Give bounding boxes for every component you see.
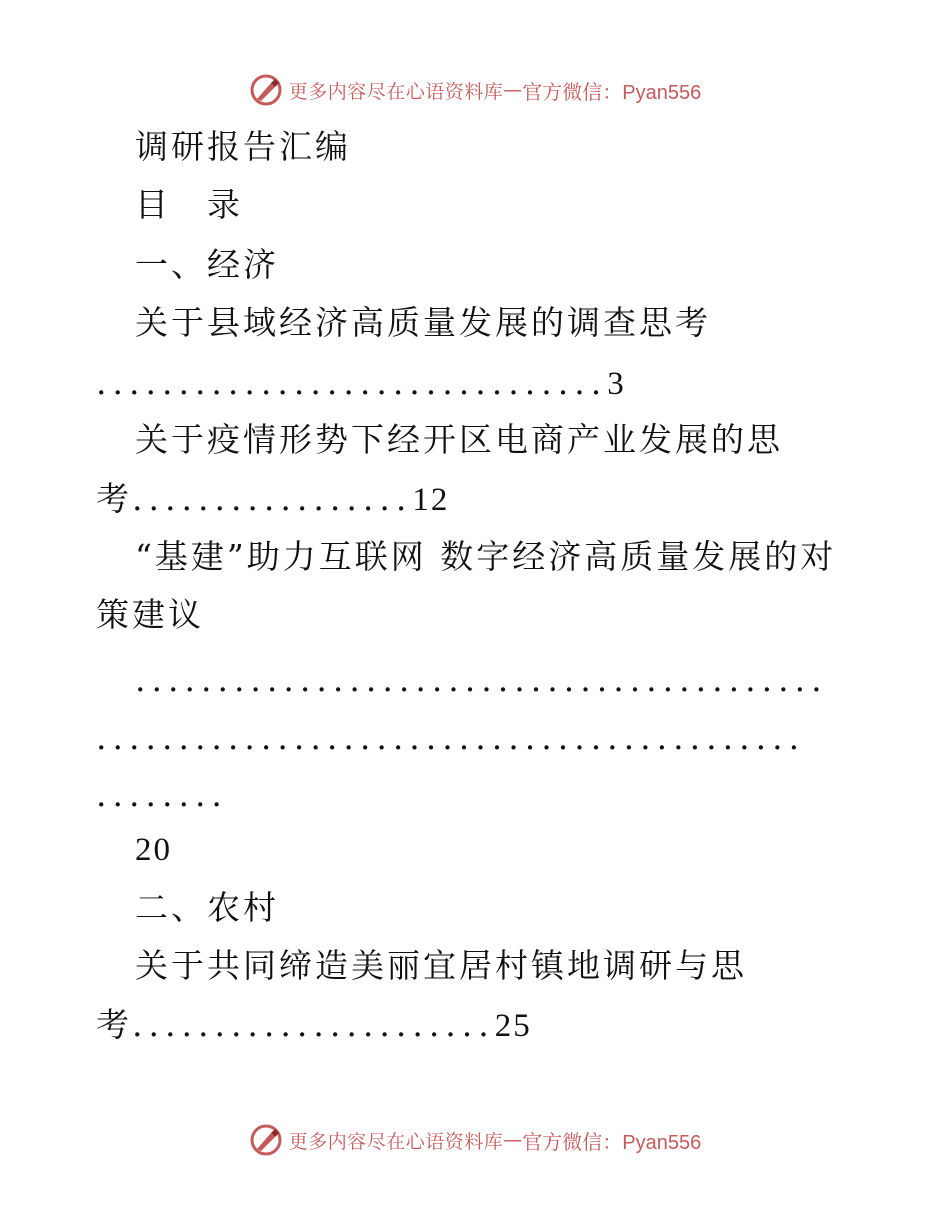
watermark-banner-top xyxy=(0,70,950,110)
toc-entry-title: 关于共同缔造美丽宜居村镇地调研与思 xyxy=(135,946,747,985)
toc-heading: 目 录 xyxy=(135,185,243,224)
toc-leader-dots: ...................... xyxy=(132,1005,495,1044)
section-heading-rural: 二、农村 xyxy=(135,888,279,927)
toc-entry-title: “基建”助力互联网 数字经济高质量发展的对 xyxy=(135,537,837,576)
toc-entry-leader xyxy=(96,363,626,404)
toc-entry-title: 关于县域经济高质量发展的调查思考 xyxy=(135,303,711,342)
toc-entry-leader xyxy=(96,479,449,520)
watermark-banner-bottom xyxy=(0,1120,950,1160)
toc-leader-dots: ................. xyxy=(132,479,413,518)
toc-entry-title-continued: 考 xyxy=(96,479,132,518)
watermark-wechat: 官方微信：Pyan556 xyxy=(522,1131,702,1154)
toc-leader-dots: ............................... xyxy=(96,363,608,402)
toc-entry-leader xyxy=(96,1005,532,1046)
watermark-text: 更多内容尽在心语资料库 xyxy=(288,80,504,103)
watermark-wechat: 官方微信：Pyan556 xyxy=(522,81,702,104)
toc-leader-dots: ........ xyxy=(96,775,228,814)
toc-page-number: 12 xyxy=(412,482,450,518)
watermark-text: 更多内容尽在心语资料库 xyxy=(288,1130,504,1153)
toc-page-number: 25 xyxy=(494,1008,532,1044)
toc-leader-dots: .......................................... xyxy=(135,660,828,699)
toc-entry-title-continued: 考 xyxy=(96,1005,132,1044)
document-title: 调研报告汇编 xyxy=(135,127,351,166)
toc-entry-title-continued: 策建议 xyxy=(96,595,204,634)
pen-logo-icon xyxy=(249,73,283,107)
pen-logo-icon xyxy=(249,1123,283,1157)
section-heading-economy: 一、经济 xyxy=(135,245,279,284)
toc-leader-dots: ........................................... xyxy=(96,718,806,757)
watermark-separator: — xyxy=(503,1129,523,1151)
toc-page-number: 3 xyxy=(607,366,626,402)
toc-entry-title: 关于疫情形势下经开区电商产业发展的思 xyxy=(135,420,783,459)
watermark-separator: — xyxy=(503,79,523,101)
toc-page-number: 20 xyxy=(135,832,172,868)
